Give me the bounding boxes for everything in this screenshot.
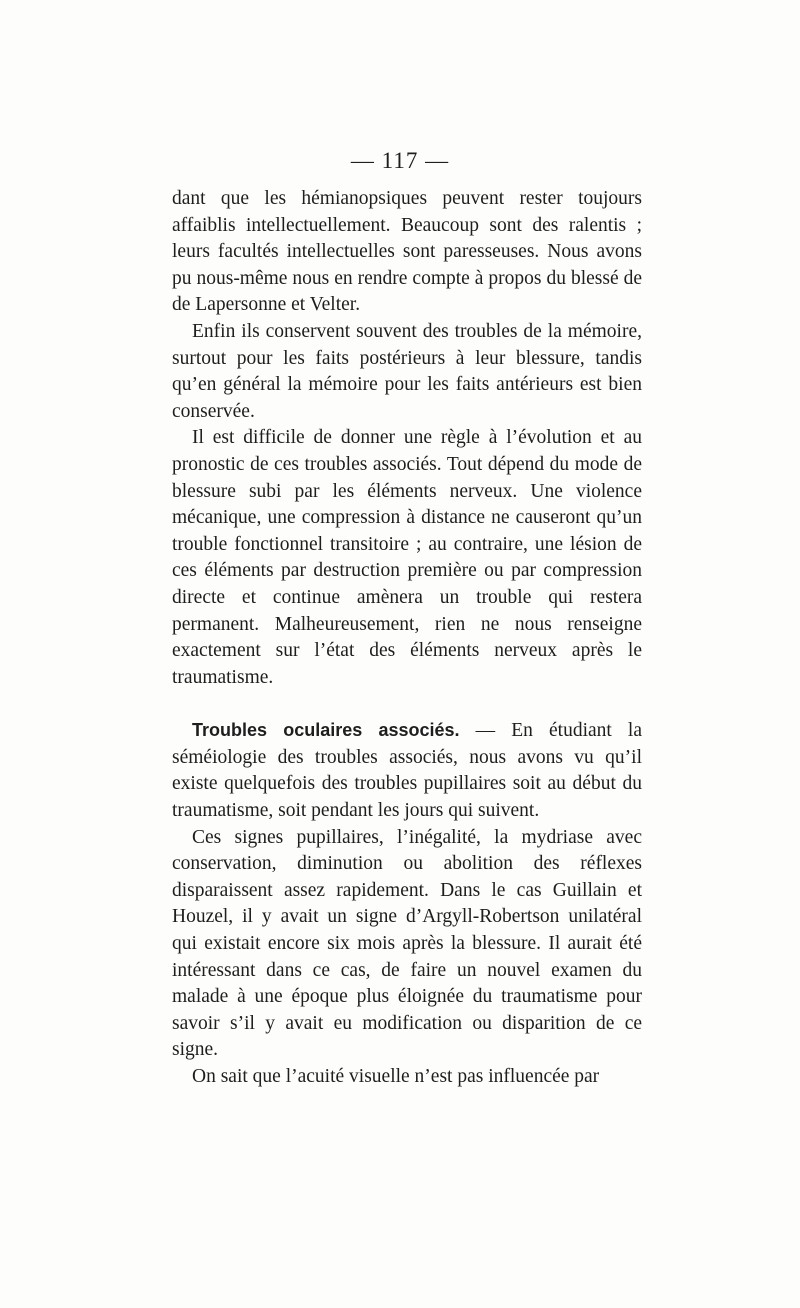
paragraph-5: Ces signes pupillaires, l’inégalité, la mydriase avec conservation, diminution ou abolition des réflexes disparaissent assez rapidement. Dans le cas Guillain et Houzel, il y avait un signe d’Argyll-Robertson unilatéral qui existait encore six mois après la blessure. Il aurait été intéressant dans ce cas, de faire un nouvel examen du malade à une époque plus éloignée du traumatisme pour savoir s’il y avait eu modification ou disparition de ce signe. [172,826,642,1061]
paragraph-4 [172,717,642,824]
body-text [172,186,642,1091]
paragraph-4-text: — En étudiant la séméiologie des troubles associés, nous avons vu qu’il existe quelquefois des troubles pupillaires soit au début du traumatisme, soit pendant les jours qui suivent. [172,720,642,822]
section-heading: Troubles oculaires associés. [192,720,460,741]
paragraph-1: dant que les hémianopsiques peuvent rester toujours affaiblis intellectuellement. Beaucoup sont des ralentis ; leurs facultés intellectuelles sont paresseuses. Nous avons pu nous-même nous en rendre compte à propos du blessé de de Lapersonne et Velter. [172,188,642,316]
paragraph-3: Il est difficile de donner une règle à l’évolution et au pronostic de ces troubles associés. Tout dépend du mode de blessure subi par les éléments nerveux. Une violence mécanique, une compression à distance ne causeront qu’un trouble fonctionnel transitoire ; au contraire, une lésion de ces éléments par destruction première ou par compression directe et continue amènera un trouble qui restera permanent. Malheureusement, rien ne nous renseigne exactement sur l’état des éléments nerveux après le traumatisme. [172,427,642,688]
paragraph-2: Enfin ils conservent souvent des troubles de la mémoire, surtout pour les faits postérieurs à leur blessure, tandis qu’en général la mémoire pour les faits antérieurs est bien conservée. [172,320,642,422]
paragraph-6: On sait que l’acuité visuelle n’est pas influencée par [192,1066,600,1087]
page-number: — 117 — [350,148,450,173]
